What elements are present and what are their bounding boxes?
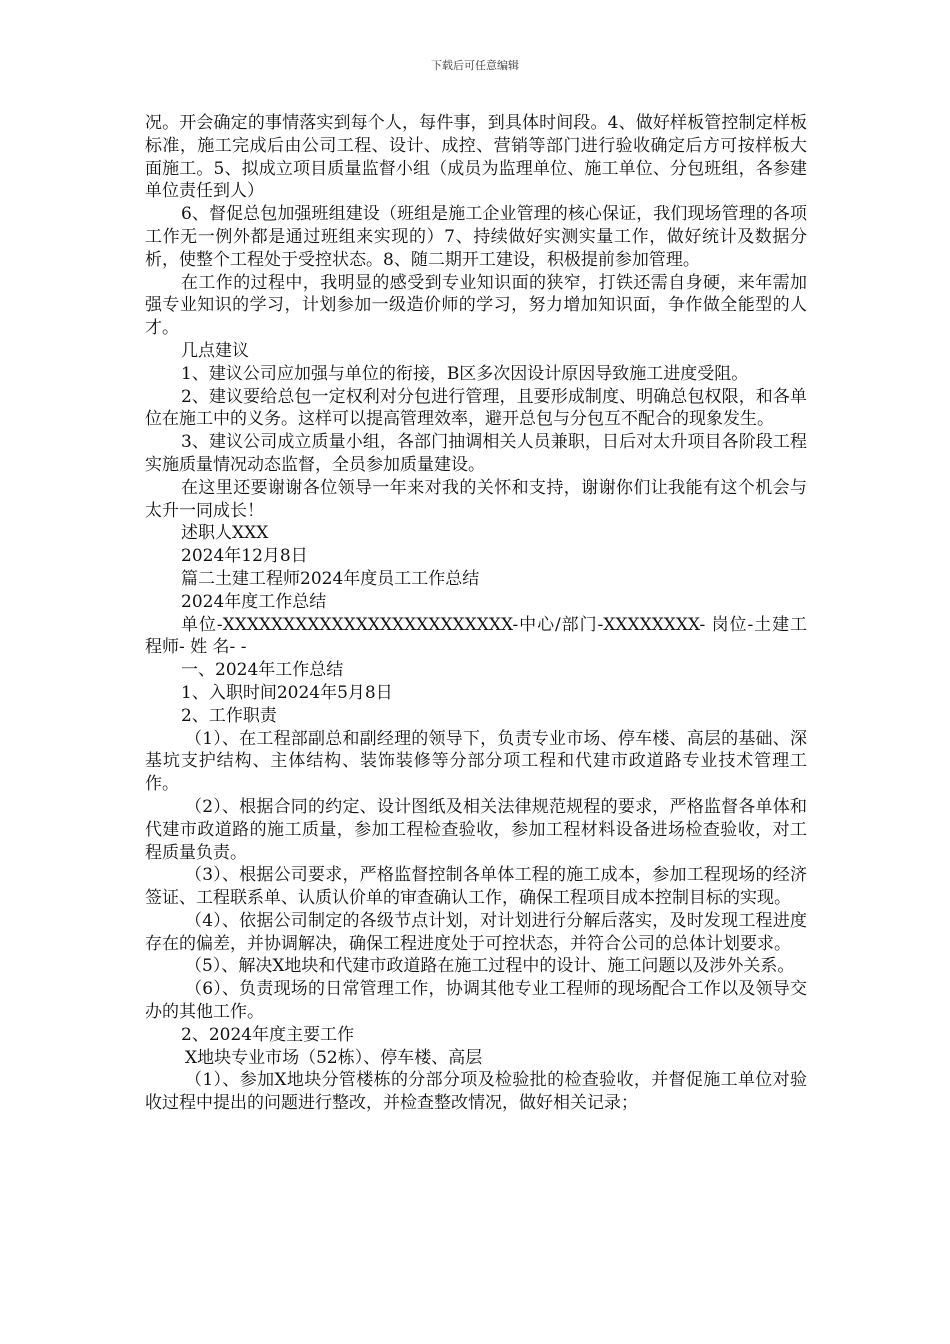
list-item: 1、建议公司应加强与单位的衔接，B区多次因设计原因导致施工进度受阻。 bbox=[181, 363, 749, 384]
section-heading: 2、工作职责 bbox=[181, 705, 277, 726]
document-body bbox=[145, 112, 807, 1115]
info-line: 单位-XXXXXXXXXXXXXXXXXXXXXXXX-中心/部门-XXXXXXXX- 岗位-土建工程师- 姓 名- - bbox=[145, 614, 807, 658]
section-heading: 2、2024年度主要工作 bbox=[181, 1024, 355, 1045]
list-item: （5）、解决X地块和代建市政道路在施工过程中的设计、施工问题以及涉外关系。 bbox=[185, 956, 795, 977]
paragraph: 在这里还要谢谢各位领导一年来对我的关怀和支持，谢谢你们让我能有这个机会与太升一同成长！ bbox=[145, 477, 807, 521]
signature-line: 述职人XXX bbox=[181, 523, 269, 544]
list-item: （4）、依据公司制定的各级节点计划，对计划进行分解后落实，及时发现工程进度存在的偏差，并协调解决，确保工程进度处于可控状态，并符合公司的总体计划要求。 bbox=[145, 910, 807, 954]
section-heading: 几点建议 bbox=[181, 340, 249, 361]
list-item: （2）、根据合同的约定、设计图纸及相关法律规范规程的要求，严格监督各单体和代建市政道路的施工质量，参加工程检查验收，参加工程材料设备进场检查验收，对工程质量负责。 bbox=[145, 796, 807, 863]
section-title: 2024年度工作总结 bbox=[181, 591, 327, 612]
date-line: 2024年12月8日 bbox=[181, 546, 308, 567]
list-item: （1）、参加X地块分管楼栋的分部分项及检验批的检查验收，并督促施工单位对验收过程中提出的问题进行整改，并检查整改情况，做好相关记录； bbox=[145, 1070, 807, 1114]
paragraph: 况。开会确定的事情落实到每个人，每件事，到具体时间段。4、做好样板管控制定样板标准，施工完成后由公司工程、设计、成控、营销等部门进行验收确定后方可按样板大面施工。5、拟成立项目质量监督小组（成员为监理单位、施工单位、分包班组，各参建单位责任到人） bbox=[145, 113, 807, 202]
page-header-note: 下载后可任意编辑 bbox=[431, 59, 519, 72]
list-item: 2、建议要给总包一定权利对分包进行管理，且要形成制度、明确总包权限，和各单位在施工中的义务。这样可以提高管理效率，避开总包与分包互不配合的现象发生。 bbox=[145, 386, 807, 430]
list-item: 3、建议公司成立质量小组，各部门抽调相关人员兼职，日后对太升项目各阶段工程实施质量情况动态监督，全员参加质量建设。 bbox=[145, 432, 807, 475]
subsection-heading: X地块专业市场（52栋）、停车楼、高层 bbox=[185, 1047, 483, 1068]
paragraph: 在工作的过程中，我明显的感受到专业知识面的狭窄，打铁还需自身硬，来年需加强专业知识的学习，计划参加一级造价师的学习，努力增加知识面，争作做全能型的人才。 bbox=[145, 272, 807, 339]
list-item: 1、入职时间2024年5月8日 bbox=[181, 682, 393, 703]
section-heading: 一、2024年工作总结 bbox=[181, 660, 344, 681]
section-title: 篇二土建工程师2024年度员工工作总结 bbox=[181, 568, 480, 589]
list-item: （6）、负责现场的日常管理工作，协调其他专业工程师的现场配合工作以及领导交办的其他工作。 bbox=[145, 979, 807, 1023]
list-item: （3）、根据公司要求，严格监督控制各单体工程的施工成本，参加工程现场的经济签证、工程联系单、认质认价单的审查确认工作，确保工程项目成本控制目标的实现。 bbox=[145, 865, 807, 909]
list-item: （1）、在工程部副总和副经理的领导下，负责专业市场、停车楼、高层的基础、深基坑支护结构、主体结构、装饰装修等分部分项工程和代建市政道路专业技术管理工作。 bbox=[145, 728, 807, 795]
paragraph: 6、督促总包加强班组建设（班组是施工企业管理的核心保证，我们现场管理的各项工作无一例外都是通过班组来实现的）7、持续做好实测实量工作，做好统计及数据分析，使整个工程处于受控状态。8、随二期开工建设，积极提前参加管理。 bbox=[145, 204, 807, 270]
